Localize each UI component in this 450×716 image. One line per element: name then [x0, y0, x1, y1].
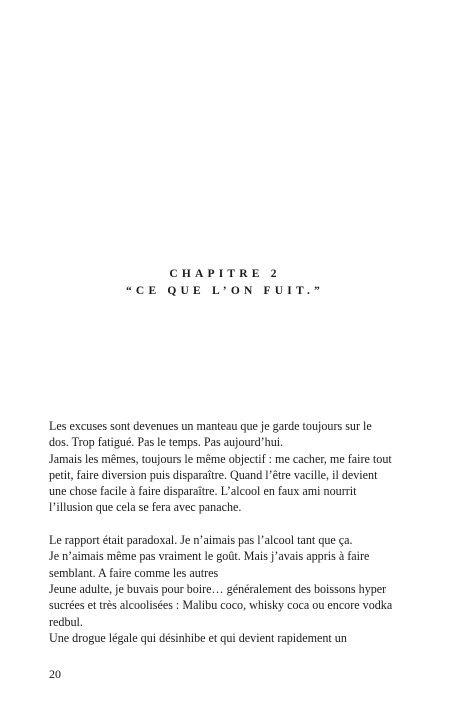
text-line: sucrées et très alcoolisées : Malibu coco, whisky coca ou encore vodka	[49, 598, 393, 613]
paragraph-gap	[49, 516, 409, 532]
text-line: Les excuses sont devenues un manteau que je garde toujours sur le	[49, 419, 372, 433]
text-line: semblant. A faire comme les autres	[49, 565, 219, 580]
text-line: Une drogue légale qui désinhibe et qui devient rapidement un	[49, 630, 347, 645]
text-line: l’illusion que cela se fera avec panache.	[49, 500, 242, 515]
text-line: redbul.	[49, 614, 83, 629]
chapter-heading	[0, 266, 450, 300]
text-line: petit, faire diversion puis disparaître. Quand l’être vacille, il devient	[49, 467, 378, 482]
paragraph	[49, 418, 409, 516]
text-line: Je n’aimais même pas vraiment le goût. Mais j’avais appris à faire	[49, 549, 370, 564]
chapter-number: CHAPITRE 2	[169, 268, 281, 280]
page-number: 20	[49, 667, 61, 681]
text-line: Jeune adulte, je buvais pour boire… généralement des boissons hyper	[49, 581, 387, 596]
paragraph	[49, 532, 409, 646]
text-line: Jamais les mêmes, toujours le même objectif : me cacher, me faire tout	[49, 451, 392, 466]
chapter-title: “CE QUE L’ON FUIT.”	[125, 285, 324, 297]
text-line: dos. Trop fatigué. Pas le temps. Pas aujourd’hui.	[49, 435, 284, 450]
text-line: Le rapport était paradoxal. Je n’aimais pas l’alcool tant que ça.	[49, 533, 353, 548]
body-text	[49, 418, 409, 646]
text-line: une chose facile à faire disparaître. L’alcool en faux ami nourrit	[49, 484, 357, 499]
